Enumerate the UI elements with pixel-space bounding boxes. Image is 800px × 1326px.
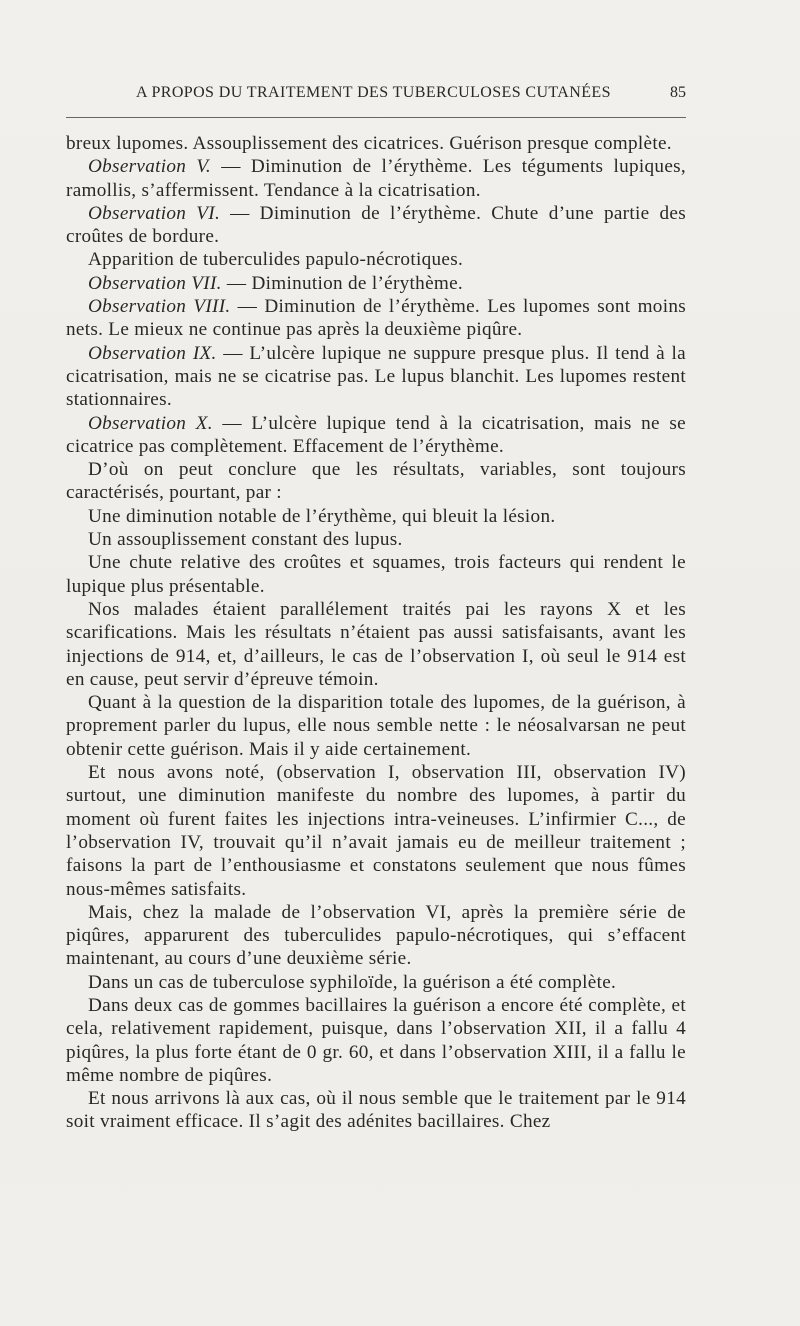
- paragraph: [66, 971, 686, 994]
- paragraph-text: Et nous arrivons là aux cas, où il nous semble que le traitement par le 914 soit vraiment efficace. Il s’agit des adénites bacillaires. Chez: [66, 1088, 686, 1133]
- paragraph-text: Une chute relative des croûtes et squames, trois facteurs qui rendent le lupique plus présentable.: [66, 552, 686, 597]
- page-header: [66, 84, 686, 114]
- observation-label: Observation VI.: [88, 202, 221, 224]
- paragraph-text: Quant à la question de la disparition totale des lupomes, de la guérison, à proprement parler du lupus, elle nous semble nette : le néosalvarsan ne peut obtenir cette guérison. Mais il y aide certainement.: [66, 692, 686, 760]
- paragraph-text: Un assouplissement constant des lupus.: [88, 529, 403, 551]
- paragraph: [66, 272, 686, 295]
- paragraph-text: Nos malades étaient parallélement traités pai les rayons X et les scarifications. Mais les résultats n’étaient pas aussi satisfaisants, avant les injections de 914, et, d’ailleurs, le cas de l’observation I, où seul le 914 est en cause, peut servir d’épreuve témoin.: [66, 598, 686, 690]
- paragraph-text: Dans deux cas de gommes bacillaires la guérison a encore été complète, et cela, relativement rapidement, puisque, dans l’observation XII, il a fallu 4 piqûres, la plus forte étant de 0 gr. 60, et dans l’observation XIII, il a fallu le même nombre de piqûres.: [66, 994, 686, 1086]
- paragraph-text: Et nous avons noté, (observation I, observation III, observation IV) surtout, une diminution manifeste du nombre des lupomes, à partir du moment où furent faites les injections intra-veineuses. L’infirmier C..., de l’observation IV, trouvait qu’il n’avait jamais eu de meilleur traitement ; faisons la part de l’enthousiasme et constatons seulement que nous fûmes nous-mêmes satisfaits.: [66, 762, 686, 900]
- paragraph-text: Une diminution notable de l’érythème, qui bleuit la lésion.: [88, 505, 556, 527]
- paragraph-text: breux lupomes. Assouplissement des cicatrices. Guérison presque complète.: [66, 133, 672, 154]
- paragraph: [66, 1087, 686, 1134]
- paragraph-text: D’où on peut conclure que les résultats, variables, sont toujours caractérisés, pourtant, par :: [66, 459, 686, 504]
- paragraph: [66, 691, 686, 761]
- paragraph: [66, 295, 686, 342]
- paragraph: [66, 761, 686, 901]
- paragraph-text: Dans un cas de tuberculose syphiloïde, la guérison a été complète.: [88, 971, 617, 993]
- paragraph-text: Apparition de tuberculides papulo-nécrotiques.: [88, 249, 464, 271]
- paragraph: [66, 505, 686, 528]
- paragraph-text: Mais, chez la malade de l’observation VI, après la première série de piqûres, apparurent des tuberculides papulo-nécrotiques, qui s’effacent maintenant, au cours d’une deuxième série.: [66, 901, 686, 970]
- paragraph: [66, 528, 686, 551]
- paragraph: [66, 551, 686, 598]
- body-text: [66, 132, 686, 1134]
- paragraph: [66, 598, 686, 691]
- paragraph: [66, 458, 686, 505]
- observation-label: Observation VII.: [88, 272, 222, 294]
- paragraph: [66, 202, 686, 249]
- paragraph: [66, 901, 686, 971]
- running-title: A PROPOS DU TRAITEMENT DES TUBERCULOSES CUTANÉES: [136, 84, 611, 101]
- paragraph: [66, 155, 686, 202]
- paragraph-text: — Diminution de l’érythème. Les téguments lupiques, ramollis, s’affermissent. Tendance à la cicatrisation.: [66, 156, 686, 201]
- paragraph-text: — L’ulcère lupique tend à la cicatrisation, mais ne se cicatrice pas complètement. Effacement de l’érythème.: [66, 412, 686, 457]
- page-number: 85: [670, 84, 686, 101]
- paragraph: [66, 412, 686, 459]
- observation-label: Observation V.: [88, 156, 212, 178]
- paragraph: [66, 132, 686, 155]
- paragraph: [66, 248, 686, 271]
- paragraph-text: — Diminution de l’érythème.: [221, 272, 464, 294]
- paragraph-text: — Diminution de l’érythème. Chute d’une partie des croûtes de bordure.: [66, 202, 686, 248]
- observation-label: Observation X.: [88, 412, 213, 434]
- paragraph-text: — Diminution de l’érythème. Les lupomes sont moins nets. Le mieux ne continue pas après la deuxième piqûre.: [66, 296, 686, 341]
- observation-label: Observation VIII.: [88, 296, 231, 318]
- paragraph: [66, 342, 686, 412]
- header-rule: [66, 117, 686, 118]
- observation-label: Observation IX.: [88, 342, 217, 364]
- paragraph: [66, 994, 686, 1087]
- paragraph-text: — L’ulcère lupique ne suppure presque plus. Il tend à la cicatrisation, mais ne se cicatrise pas. Le lupus blanchit. Les lupomes restent stationnaires.: [66, 342, 686, 411]
